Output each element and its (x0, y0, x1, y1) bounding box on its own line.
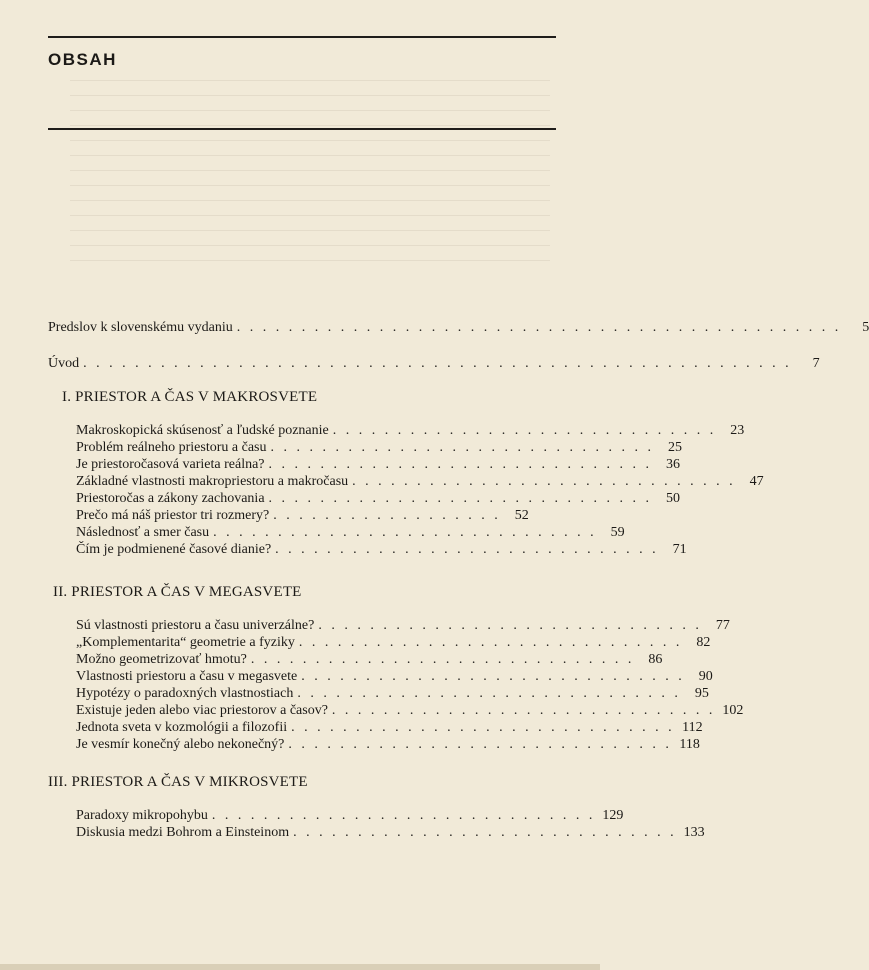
toc-entry-title: Možno geometrizovať hmotu? (76, 652, 247, 667)
toc-leader-dots: . . . . . . . . . . . . . . . . . . . . . . . . . . . . . . (293, 825, 677, 840)
toc-leader-dots: . . . . . . . . . . . . . . . . . . . . . . . . . . . . . . (332, 423, 717, 438)
toc-leader-dots: . . . . . . . . . . . . . . . . . . . . . . . . . . . . . . (352, 474, 736, 489)
toc-entry-title: Čím je podmienené časové dianie? (76, 542, 272, 557)
part-heading: III. PRIESTOR A ČAS V MIKROSVETE (48, 774, 308, 790)
toc-leader-dots: . . . . . . . . . . . . . . . . . . . . . . . . . . . . . . (268, 457, 653, 472)
part-heading: I. PRIESTOR A ČAS V MAKROSVETE (62, 389, 318, 405)
toc-entry-page: 77 (715, 618, 730, 633)
toc-entry-page: 47 (749, 474, 764, 489)
toc-entry-title: Prečo má náš priestor tri rozmery? (76, 508, 270, 523)
toc-leader-dots: . . . . . . . . . . . . . . . . . . . . . . . . . . . . . . (270, 440, 654, 455)
toc-entry-title: Úvod (48, 356, 80, 371)
toc-entry[interactable] (76, 825, 705, 841)
toc-entry-title: Hypotézy o paradoxných vlastnostiach (76, 686, 294, 701)
toc-leader-dots: . . . . . . . . . . . . . . . . . . (273, 508, 501, 523)
toc-leader-dots: . . . . . . . . . . . . . . . . . . . . . . . . . . . . . . . . . . . . . . . . . . . . . . . (236, 320, 842, 335)
toc-entry-page: 25 (668, 440, 682, 455)
toc-entry-title: Paradoxy mikropohybu (76, 808, 208, 823)
toc-entry[interactable] (76, 635, 711, 651)
toc-leader-dots: . . . . . . . . . . . . . . . . . . . . . . . . . . . . . . (275, 542, 659, 557)
toc-entry-page: 129 (602, 808, 624, 823)
toc-entry-page: 52 (514, 508, 529, 523)
toc-entry[interactable] (76, 525, 625, 541)
toc-leader-dots: . . . . . . . . . . . . . . . . . . . . . . . . . . . . . . (213, 525, 597, 540)
toc-entry-page: 5 (862, 320, 869, 335)
toc-entry-title: Je priestoročasová varieta reálna? (76, 457, 265, 472)
toc-entry-page: 95 (694, 686, 709, 701)
toc-leader-dots: . . . . . . . . . . . . . . . . . . . . . . . . . . . . . . (297, 686, 681, 701)
toc-entry-page: 23 (730, 423, 745, 438)
toc-entry[interactable] (48, 320, 869, 336)
toc-entry-page: 102 (722, 703, 744, 718)
toc-entry-title: Predslov k slovenskému vydaniu (48, 320, 233, 335)
toc-entry-title: „Komplementarita“ geometrie a fyziky (76, 635, 295, 650)
toc-entry-page: 7 (812, 356, 820, 371)
toc-leader-dots: . . . . . . . . . . . . . . . . . . . . . . . . . . . . . . (211, 808, 596, 823)
toc-entry[interactable] (76, 542, 687, 558)
toc-entry-page: 112 (682, 720, 703, 735)
toc-leader-dots: . . . . . . . . . . . . . . . . . . . . . . . . . . . . . . (288, 737, 672, 752)
toc-entry[interactable] (76, 474, 764, 490)
toc-entry-title: Sú vlastnosti priestoru a času univerzálne? (76, 618, 315, 633)
toc-entry[interactable] (76, 737, 700, 753)
toc-leader-dots: . . . . . . . . . . . . . . . . . . . . . . . . . . . . . . (301, 669, 685, 684)
toc-entry-page: 118 (679, 737, 700, 752)
toc-entry-page: 82 (696, 635, 711, 650)
toc-entry-title: Priestoročas a zákony zachovania (76, 491, 265, 506)
toc-entry-title: Vlastnosti priestoru a času v megasvete (76, 669, 298, 684)
toc-entry[interactable] (76, 686, 709, 702)
toc-entry-title: Následnosť a smer času (76, 525, 210, 540)
toc-entry-title: Diskusia medzi Bohrom a Einsteinom (76, 825, 290, 840)
toc-leader-dots: . . . . . . . . . . . . . . . . . . . . . . . . . . . . . . (250, 652, 635, 667)
toc-entry-page: 59 (610, 525, 625, 540)
toc-entry-page: 71 (672, 542, 687, 557)
toc-entry[interactable] (76, 703, 744, 719)
toc-entry-page: 36 (666, 457, 681, 472)
page-title: OBSAH (48, 50, 117, 69)
show-through-texture (70, 66, 550, 266)
toc-entry-title: Problém reálneho priestoru a času (76, 440, 267, 455)
toc-entry[interactable] (76, 808, 624, 824)
toc-entry[interactable] (76, 457, 681, 473)
toc-entry[interactable] (48, 356, 820, 372)
toc-entry-title: Je vesmír konečný alebo nekonečný? (76, 737, 285, 752)
toc-entry-page: 90 (698, 669, 713, 684)
toc-leader-dots: . . . . . . . . . . . . . . . . . . . . . . . . . . . . . . (298, 635, 683, 650)
toc-leader-dots: . . . . . . . . . . . . . . . . . . . . . . . . . . . . . . (291, 720, 675, 735)
toc-leader-dots: . . . . . . . . . . . . . . . . . . . . . . . . . . . . . . . . . . . . . . . . . . . . . . . . . . . . . . . (83, 356, 792, 371)
toc-entry[interactable] (76, 423, 745, 439)
toc-entry[interactable] (76, 720, 703, 736)
page-bottom-edge (0, 964, 600, 970)
toc-entry-page: 86 (648, 652, 663, 667)
toc-entry-title: Základné vlastnosti makropriestoru a makročasu (76, 474, 349, 489)
toc-entry[interactable] (76, 669, 713, 685)
part-heading: II. PRIESTOR A ČAS V MEGASVETE (53, 584, 302, 600)
header-rule-top (48, 36, 556, 38)
toc-entry[interactable] (76, 491, 681, 507)
toc-entry[interactable] (76, 618, 730, 634)
toc-entry-title: Makroskopická skúsenosť a ľudské poznanie (76, 423, 329, 438)
toc-entry-title: Existuje jeden alebo viac priestorov a časov? (76, 703, 328, 718)
toc-leader-dots: . . . . . . . . . . . . . . . . . . . . . . . . . . . . . . (318, 618, 702, 633)
toc-entry-page: 133 (683, 825, 705, 840)
toc-entry[interactable] (76, 652, 663, 668)
toc-leader-dots: . . . . . . . . . . . . . . . . . . . . . . . . . . . . . . (331, 703, 716, 718)
toc-entry[interactable] (76, 508, 529, 524)
toc-entry[interactable] (76, 440, 682, 456)
toc-entry-page: 50 (666, 491, 681, 506)
toc-leader-dots: . . . . . . . . . . . . . . . . . . . . . . . . . . . . . . (268, 491, 653, 506)
toc-entry-title: Jednota sveta v kozmológii a filozofii (76, 720, 288, 735)
